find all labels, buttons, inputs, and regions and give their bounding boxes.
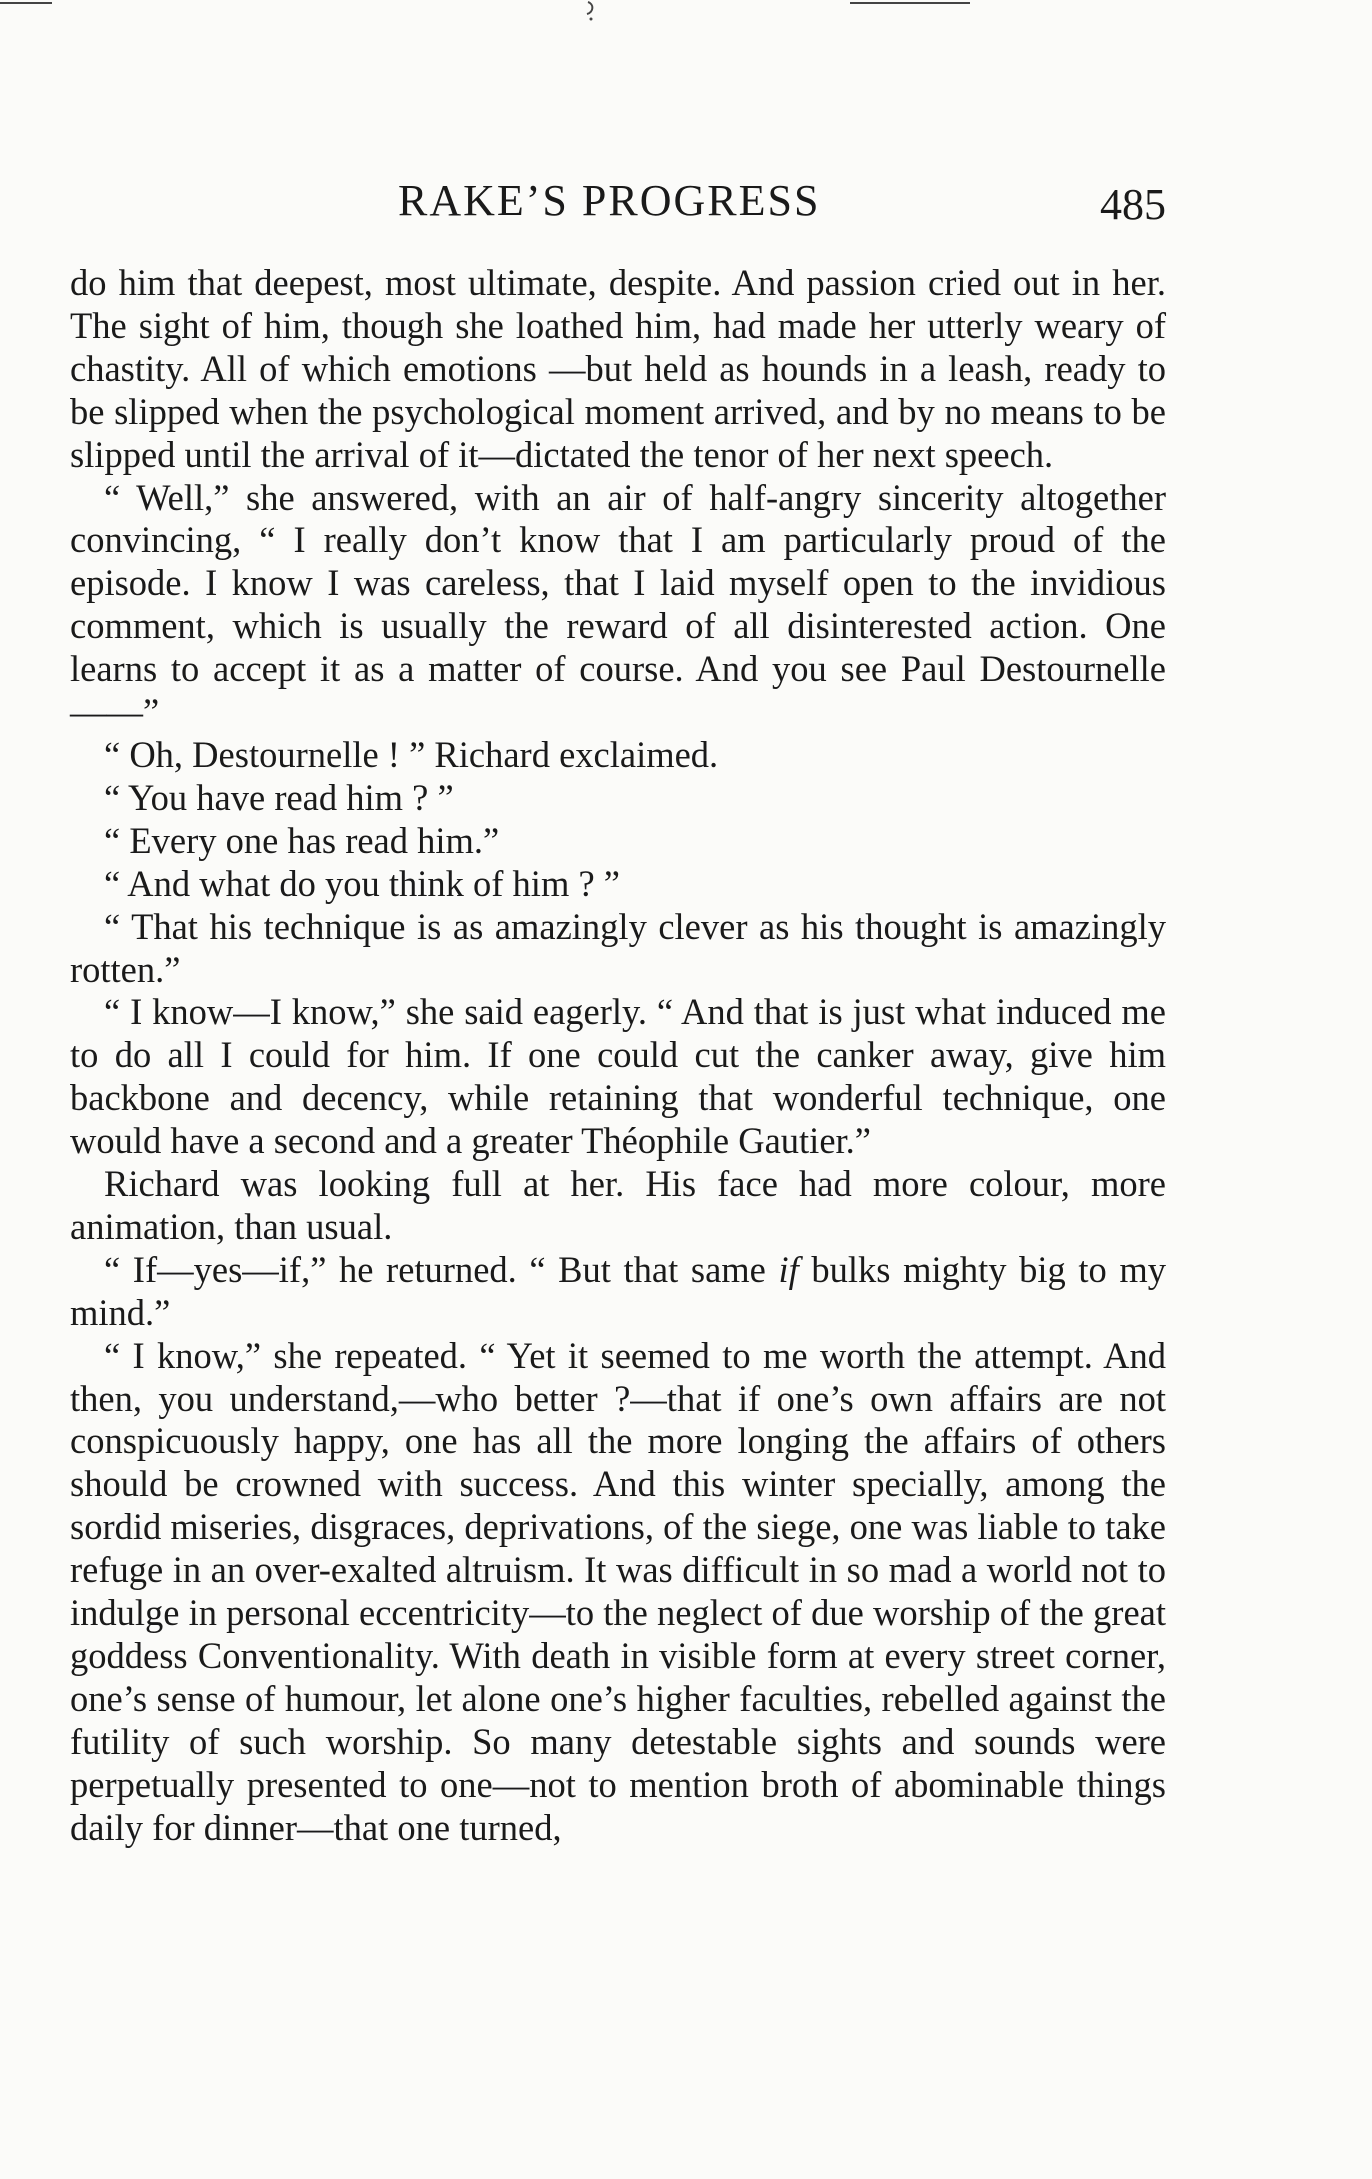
paragraph: “ That his technique is as amazingly clever as his thought is amazingly rotten.” [70,905,1166,990]
paragraph [70,1249,1166,1335]
top-right-rule [850,2,970,4]
paragraph: “ I know,” she repeated. “ Yet it seemed to me worth the attempt. And then, you understand,—who better ?—that if one’s own affairs are not conspicuously happy, one has all the more longing the affairs of others should be crowned with success. And this winter specially, among the sordid miseries, disgraces, deprivations, of the siege, one was liable to take refuge in an over-exalted altruism. It was difficult in so mad a world not to indulge in personal eccentricity—to the neglect of due worship of the great goddess Conventionality. With death in visible form at every street corner, one’s sense of humour, let alone one’s higher faculties, rebelled against the futility of such worship. So many detestable sights and sounds were perpetually presented to one—not to mention broth of abominable things daily for dinner—that one turned, [70,1334,1166,1848]
paragraph: “ Oh, Destournelle ! ” Richard exclaimed. [104,733,719,775]
emphasis: if [778,1248,799,1290]
paragraph: “ You have read him ? ” [104,776,454,818]
page-number: 485 [1100,180,1166,229]
paragraph-text: bulks mighty big to my mind.” [70,1248,1166,1333]
page-header [70,173,1166,229]
paragraph: “ Well,” she answered, with an air of half-angry sincerity altogether convincing, “ I really don’t know that I am particularly proud of the episode. I know I was careless, that I laid myself open to the invidious comment, which is usually the reward of all disinterested action. One learns to accept it as a matter of course. And you see Paul Destournelle ——” [70,476,1166,733]
running-title: RAKE’S PROGRESS [398,176,821,225]
paragraph: “ I know—I know,” she said eagerly. “ And that is just what induced me to do all I could for him. If one could cut the canker away, give him backbone and decency, while retaining that wonderful technique, one would have a second and a greater Théophile Gautier.” [70,991,1166,1162]
paragraph: “ Every one has read him.” [104,819,500,861]
paragraph-text: “ If—yes—if,” he returned. “ But that same [104,1248,779,1290]
paragraph: Richard was looking full at her. His face had more colour, more animation, than usual. [70,1163,1166,1247]
paragraph: do him that deepest, most ultimate, despite. And passion cried out in her. The sight of him, though she loathed him, had made her utterly weary of chastity. All of which emotions —but held as hounds in a leash, ready to be slipped when the psychological moment arrived, and by no means to be slipped until the arrival of it—dictated the tenor of her next speech. [70,262,1166,475]
body-text [70,262,1166,1850]
top-left-rule [0,2,52,4]
paragraph: “ And what do you think of him ? ” [104,862,620,904]
ink-mark-icon [584,0,598,22]
